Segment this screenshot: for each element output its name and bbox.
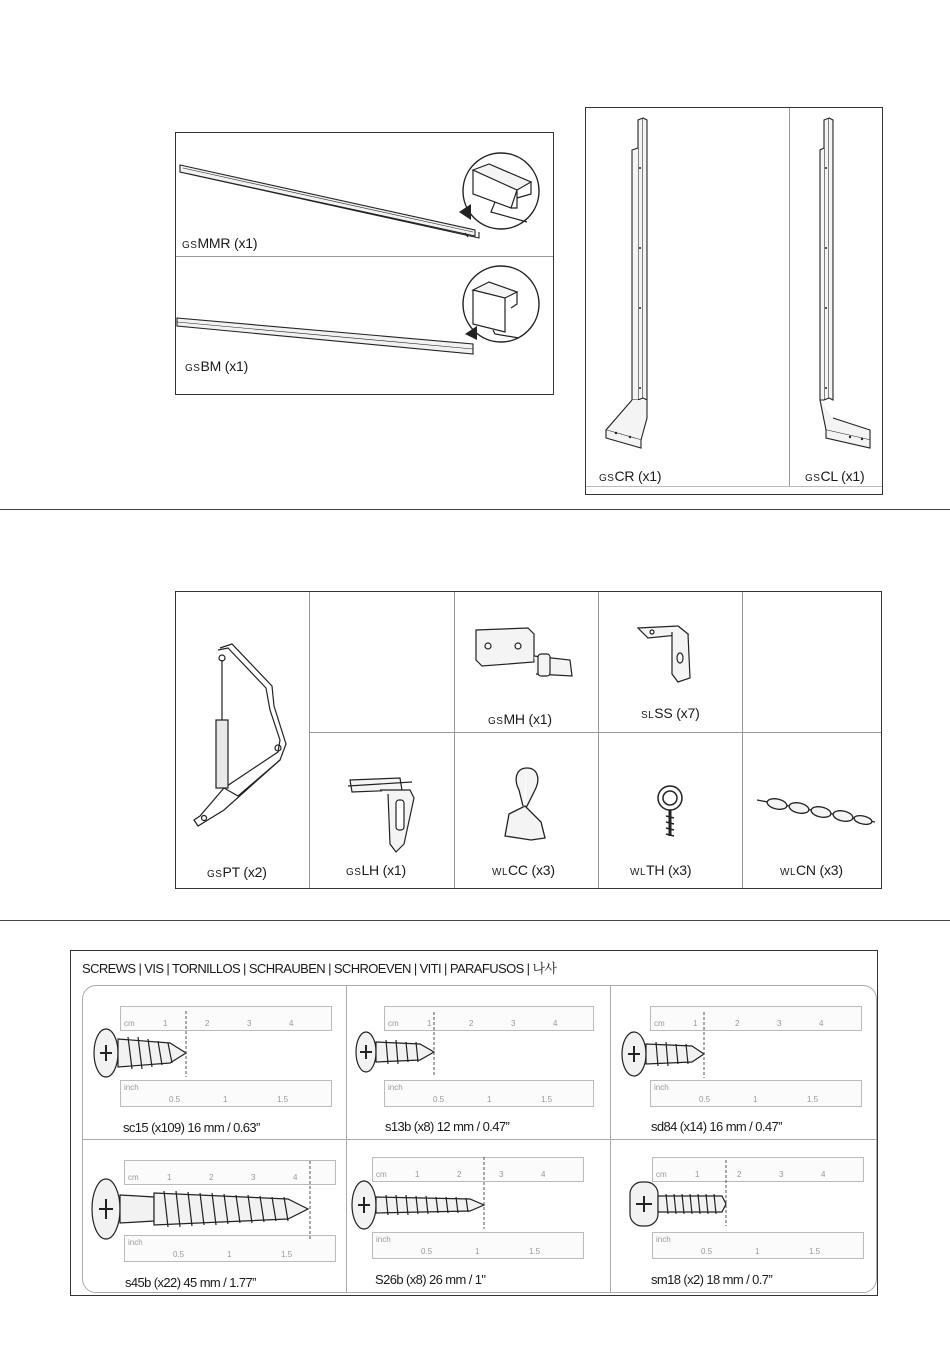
ruler-tick-inch: 1 (753, 1095, 758, 1104)
ruler-inch (650, 1080, 862, 1107)
ruler-tick-inch: 1 (487, 1095, 492, 1104)
ruler-unit-inch: inch (124, 1083, 139, 1092)
screws-title: SCREWS | VIS | TORNILLOS | SCHRAUBEN | SCHROEVEN | VITI | PARAFUSOS | 나사 (82, 961, 557, 976)
ruler-tick-cm: 2 (469, 1019, 474, 1028)
ruler-tick-cm: 2 (457, 1170, 462, 1179)
mh-hinge-illustration (470, 620, 580, 700)
ruler-tick-inch: 0.5 (173, 1250, 185, 1259)
cc-clip-illustration (495, 762, 555, 852)
ruler-inch (384, 1080, 594, 1107)
screw-caption: sm18 (x2) 18 mm / 0.7” (651, 1272, 773, 1287)
lh-latch-illustration (340, 768, 430, 858)
th-hook-illustration (645, 780, 695, 850)
ruler-unit-cm: cm (656, 1170, 667, 1179)
ruler-tick-inch: 0.5 (433, 1095, 445, 1104)
ruler-unit-cm: cm (376, 1170, 387, 1179)
ruler-tick-inch: 1 (755, 1247, 760, 1256)
ruler-tick-inch: 0.5 (701, 1247, 713, 1256)
part-label-cn: WLCN (x3) (780, 862, 843, 878)
part-label-mh: GSMH (x1) (488, 711, 552, 727)
cn-chain-illustration (755, 790, 880, 840)
ruler-tick-cm: 4 (821, 1170, 826, 1179)
part-label-pt: GSPT (x2) (207, 864, 267, 880)
ruler-tick-cm: 2 (737, 1170, 742, 1179)
ruler-cm (652, 1157, 864, 1182)
ruler-tick-inch: 1.5 (807, 1095, 819, 1104)
ruler-tick-inch: 1.5 (281, 1250, 293, 1259)
ruler-tick-cm: 4 (819, 1019, 824, 1028)
ruler-tick-inch: 1.5 (541, 1095, 553, 1104)
ruler-tick-cm: 1 (693, 1019, 698, 1028)
ruler-tick-cm: 3 (251, 1173, 256, 1182)
ruler-tick-inch: 1.5 (529, 1247, 541, 1256)
cr-post-illustration (586, 108, 786, 488)
screw-s13b-illustration (352, 1030, 442, 1080)
screw-caption: s45b (x22) 45 mm / 1.77” (125, 1275, 256, 1290)
screw-caption: sd84 (x14) 16 mm / 0.47” (651, 1119, 782, 1134)
ruler-inch (652, 1232, 864, 1259)
ruler-tick-cm: 4 (553, 1019, 558, 1028)
part-label-bm: GSBM (x1) (185, 358, 249, 374)
ruler-tick-cm: 4 (289, 1019, 294, 1028)
bm-rail-illustration (175, 256, 554, 395)
section-divider-2 (0, 920, 950, 921)
ruler-unit-cm: cm (124, 1019, 135, 1028)
ruler-tick-cm: 1 (427, 1019, 432, 1028)
part-label-cl: GSCL (x1) (805, 468, 865, 484)
ruler-tick-inch: 1 (475, 1247, 480, 1256)
section-divider-1 (0, 509, 950, 510)
ruler-unit-cm: cm (128, 1173, 139, 1182)
ruler-tick-inch: 0.5 (421, 1247, 433, 1256)
cl-post-illustration (790, 108, 882, 488)
part-label-ss: SLSS (x7) (641, 705, 700, 721)
ruler-tick-cm: 4 (293, 1173, 298, 1182)
ruler-cm (650, 1006, 862, 1031)
ruler-tick-cm: 4 (541, 1170, 546, 1179)
ruler-unit-inch: inch (128, 1238, 143, 1247)
ruler-tick-cm: 3 (499, 1170, 504, 1179)
ruler-tick-inch: 1 (227, 1250, 232, 1259)
ruler-tick-cm: 1 (167, 1173, 172, 1182)
screw-caption: sc15 (x109) 16 mm / 0.63” (123, 1120, 260, 1135)
ruler-tick-cm: 3 (777, 1019, 782, 1028)
ruler-tick-cm: 3 (511, 1019, 516, 1028)
ruler-tick-inch: 1 (223, 1095, 228, 1104)
screw-caption: S26b (x8) 26 mm / 1" (375, 1272, 486, 1287)
screw-s45b-illustration (88, 1175, 318, 1245)
screw-sc15-illustration (90, 1025, 200, 1085)
part-label-mmr: GSMMR (x1) (182, 235, 258, 251)
part-label-lh: GSLH (x1) (346, 862, 406, 878)
ruler-tick-inch: 0.5 (699, 1095, 711, 1104)
ruler-tick-cm: 3 (779, 1170, 784, 1179)
part-label-cr: GSCR (x1) (599, 468, 662, 484)
ruler-unit-inch: inch (656, 1235, 671, 1244)
ruler-unit-cm: cm (654, 1019, 665, 1028)
ruler-tick-cm: 1 (695, 1170, 700, 1179)
ss-bracket-illustration (630, 620, 710, 690)
screw-caption: s13b (x8) 12 mm / 0.47” (385, 1119, 510, 1134)
pt-piston-illustration (180, 640, 300, 840)
ruler-cm (384, 1006, 594, 1031)
ruler-tick-cm: 3 (247, 1019, 252, 1028)
part-label-th: WLTH (x3) (630, 862, 692, 878)
ruler-unit-cm: cm (388, 1019, 399, 1028)
screw-sm18-illustration (626, 1180, 746, 1230)
ruler-unit-inch: inch (376, 1235, 391, 1244)
ruler-tick-cm: 1 (415, 1170, 420, 1179)
ruler-tick-cm: 2 (735, 1019, 740, 1028)
ruler-tick-cm: 2 (209, 1173, 214, 1182)
ruler-tick-cm: 2 (205, 1019, 210, 1028)
screw-sd84-illustration (618, 1030, 718, 1080)
ruler-unit-inch: inch (388, 1083, 403, 1092)
ruler-tick-inch: 0.5 (169, 1095, 181, 1104)
part-label-cc: WLCC (x3) (492, 862, 555, 878)
ruler-inch (372, 1232, 584, 1259)
ruler-unit-inch: inch (654, 1083, 669, 1092)
ruler-tick-cm: 1 (163, 1019, 168, 1028)
ruler-tick-inch: 1.5 (809, 1247, 821, 1256)
ruler-tick-inch: 1.5 (277, 1095, 289, 1104)
screw-s26b-illustration (350, 1175, 510, 1235)
